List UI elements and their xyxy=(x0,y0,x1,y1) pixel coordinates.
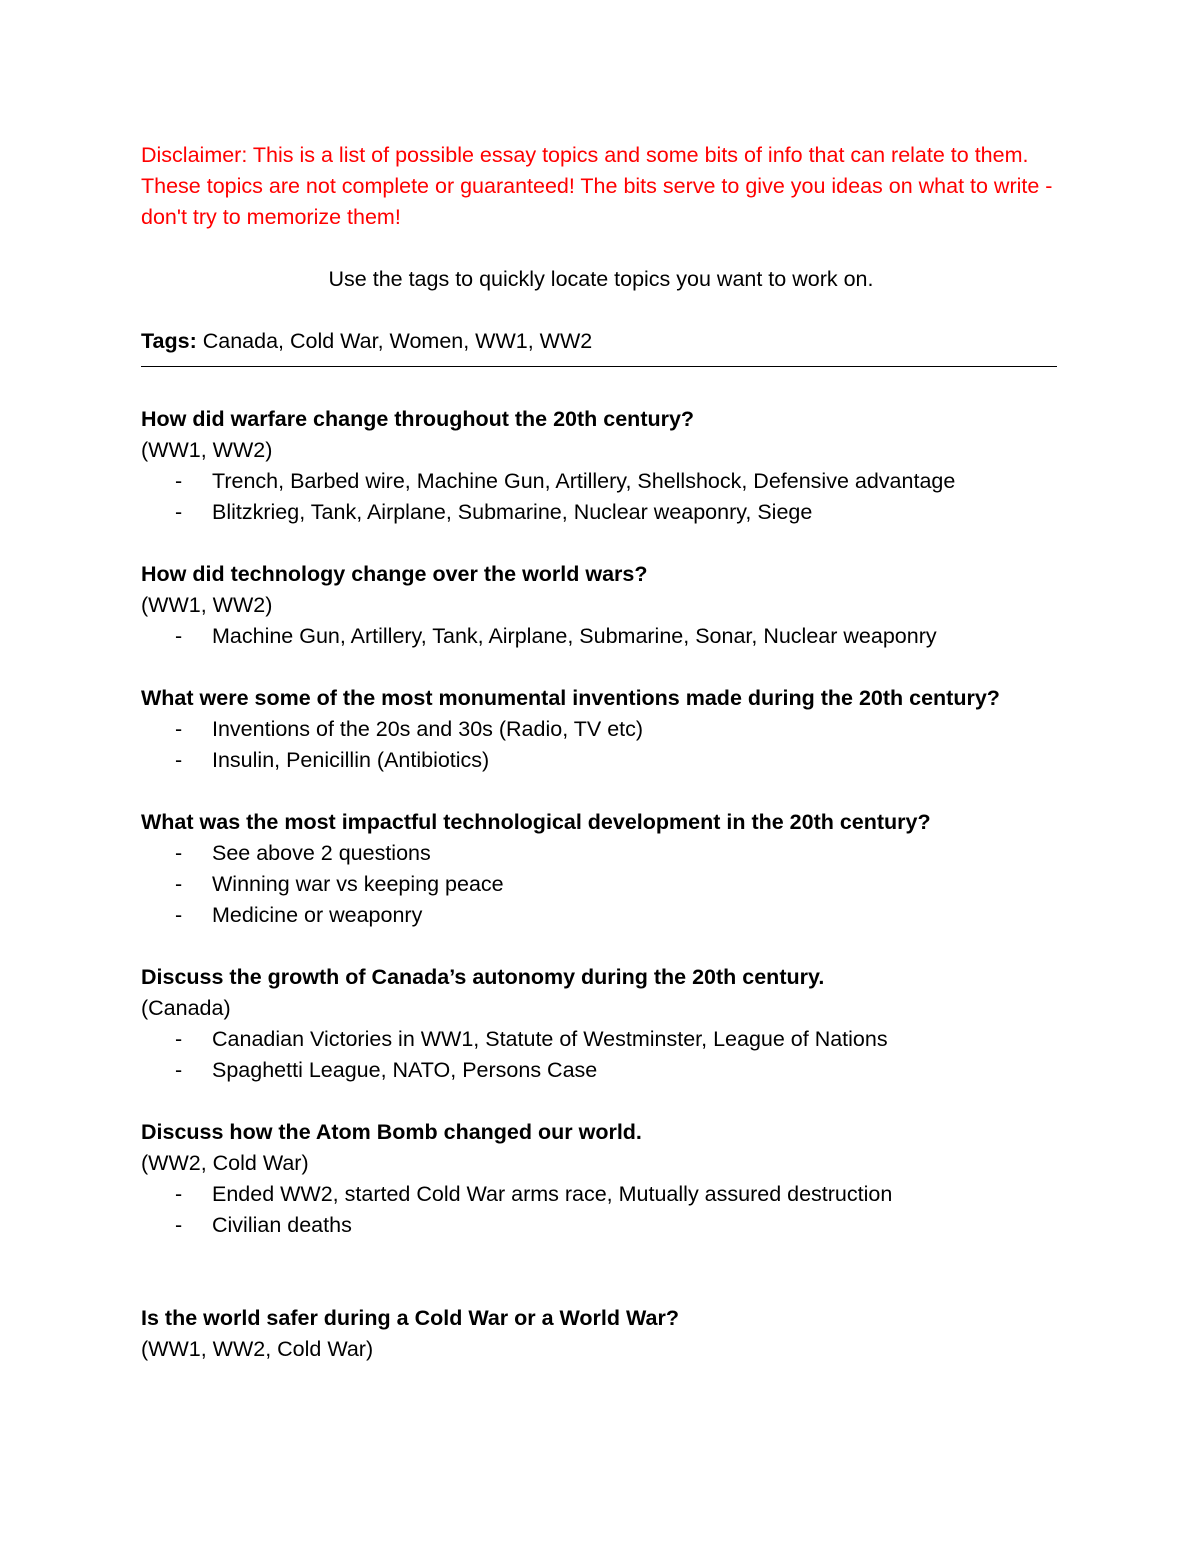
list-dash: - xyxy=(175,1058,183,1082)
topic-section xyxy=(141,683,1061,776)
list-item-text: Canadian Victories in WW1, Statute of Westminster, League of Nations xyxy=(212,1027,888,1051)
topic-question: Discuss the growth of Canada’s autonomy during the 20th century. xyxy=(141,965,825,989)
topic-bits-list xyxy=(141,1024,1061,1086)
topic-tags: (WW1, WW2) xyxy=(141,593,273,617)
list-item xyxy=(141,869,1061,900)
topic-bits-list xyxy=(141,466,1061,528)
topic-tags: (WW1, WW2, Cold War) xyxy=(141,1337,374,1361)
list-item-text: Civilian deaths xyxy=(212,1213,352,1237)
topic-question: Is the world safer during a Cold War or a World War? xyxy=(141,1306,679,1330)
topic-question: What were some of the most monumental inventions made during the 20th century? xyxy=(141,686,1000,710)
topic-question: How did technology change over the world wars? xyxy=(141,562,648,586)
disclaimer: Disclaimer: This is a list of possible essay topics and some bits of info that can relate to them. These topics are not complete or guaranteed! The bits serve to give you ideas on what to write - don't try to memorize them! xyxy=(141,143,1053,229)
list-item xyxy=(141,621,1061,652)
list-dash: - xyxy=(175,624,183,648)
essay-topics xyxy=(141,404,1061,1365)
topic-tags: (WW1, WW2) xyxy=(141,438,273,462)
list-dash: - xyxy=(175,748,183,772)
list-item-text: Winning war vs keeping peace xyxy=(212,872,504,896)
list-item-text: Inventions of the 20s and 30s (Radio, TV etc) xyxy=(212,717,644,741)
tags-label: Tags: xyxy=(141,329,197,353)
list-dash: - xyxy=(175,903,183,927)
list-item xyxy=(141,1179,1061,1210)
tags-usage-note: Use the tags to quickly locate topics you want to work on. xyxy=(328,267,874,291)
list-item-text: Machine Gun, Artillery, Tank, Airplane, Submarine, Sonar, Nuclear weaponry xyxy=(212,624,937,648)
list-dash: - xyxy=(175,1027,183,1051)
horizontal-rule xyxy=(141,366,1057,367)
list-item-text: Ended WW2, started Cold War arms race, Mutually assured destruction xyxy=(212,1182,893,1206)
topic-section xyxy=(141,1303,1061,1365)
topic-section xyxy=(141,404,1061,528)
list-item xyxy=(141,714,1061,745)
list-item xyxy=(141,1024,1061,1055)
tags-line xyxy=(141,326,1061,357)
topic-bits-list xyxy=(141,838,1061,931)
list-dash: - xyxy=(175,841,183,865)
list-dash: - xyxy=(175,872,183,896)
list-item-text: Medicine or weaponry xyxy=(212,903,423,927)
topic-question: How did warfare change throughout the 20th century? xyxy=(141,407,695,431)
list-item-text: Spaghetti League, NATO, Persons Case xyxy=(212,1058,598,1082)
document-page xyxy=(141,140,1061,1365)
list-dash: - xyxy=(175,1213,183,1237)
list-item-text: Blitzkrieg, Tank, Airplane, Submarine, Nuclear weaponry, Siege xyxy=(212,500,813,524)
topic-tags: (WW2, Cold War) xyxy=(141,1151,309,1175)
topic-question: What was the most impactful technological development in the 20th century? xyxy=(141,810,931,834)
list-item-text: Trench, Barbed wire, Machine Gun, Artillery, Shellshock, Defensive advantage xyxy=(212,469,956,493)
topic-section xyxy=(141,559,1061,652)
topic-tags: (Canada) xyxy=(141,996,231,1020)
list-item xyxy=(141,900,1061,931)
list-item xyxy=(141,1210,1061,1241)
topic-section xyxy=(141,807,1061,931)
list-item-text: See above 2 questions xyxy=(212,841,431,865)
topic-bits-list xyxy=(141,1179,1061,1241)
list-dash: - xyxy=(175,500,183,524)
tags-value: Canada, Cold War, Women, WW1, WW2 xyxy=(196,329,593,353)
topic-bits-list xyxy=(141,621,1061,652)
list-item xyxy=(141,1055,1061,1086)
list-item xyxy=(141,466,1061,497)
list-dash: - xyxy=(175,717,183,741)
topic-question: Discuss how the Atom Bomb changed our world. xyxy=(141,1120,642,1144)
list-item-text: Insulin, Penicillin (Antibiotics) xyxy=(212,748,490,772)
list-item xyxy=(141,497,1061,528)
list-item xyxy=(141,838,1061,869)
list-item xyxy=(141,745,1061,776)
topic-section xyxy=(141,1117,1061,1241)
list-dash: - xyxy=(175,469,183,493)
list-dash: - xyxy=(175,1182,183,1206)
topic-section xyxy=(141,962,1061,1086)
topic-bits-list xyxy=(141,714,1061,776)
